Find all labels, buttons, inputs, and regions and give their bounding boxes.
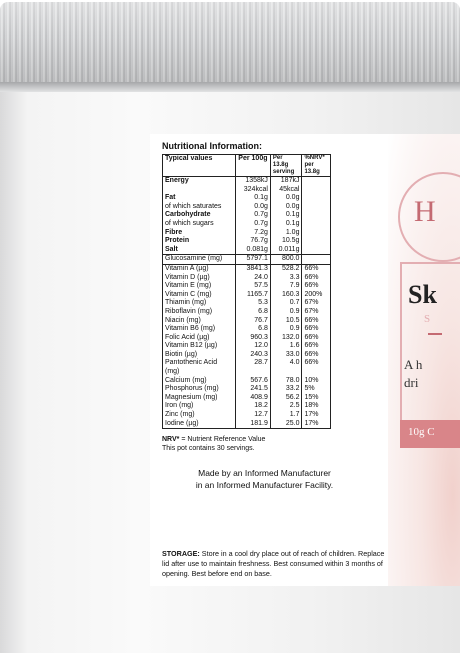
value-per-serving: 10.5 bbox=[270, 317, 302, 326]
nrv-key: NRV* bbox=[162, 436, 180, 444]
nutrient-name bbox=[163, 186, 236, 195]
value-nrv: 66% bbox=[302, 274, 331, 283]
table-row bbox=[163, 342, 331, 351]
nutrient-name: Niacin (mg) bbox=[163, 317, 236, 326]
header-typical-values: Typical values bbox=[163, 155, 236, 177]
value-per-serving: 3.3 bbox=[270, 274, 302, 283]
tub-lid-rim bbox=[0, 82, 460, 92]
value-nrv bbox=[302, 255, 331, 265]
value-nrv: 66% bbox=[302, 359, 331, 376]
value-nrv: 66% bbox=[302, 325, 331, 334]
nutrient-name: Biotin (µg) bbox=[163, 351, 236, 360]
value-per-serving: 528.2 bbox=[270, 264, 302, 273]
value-per-100g: 57.5 bbox=[236, 282, 271, 291]
table-row bbox=[163, 220, 331, 229]
value-nrv: 17% bbox=[302, 411, 331, 420]
value-per-100g: 0.7g bbox=[236, 220, 271, 229]
value-per-100g: 960.3 bbox=[236, 334, 271, 343]
nutrient-name: Fat bbox=[163, 194, 236, 203]
table-row bbox=[163, 351, 331, 360]
value-per-serving: 0.0g bbox=[270, 194, 302, 203]
nutrient-name: Thiamin (mg) bbox=[163, 299, 236, 308]
table-row bbox=[163, 394, 331, 403]
value-per-100g: 76.7g bbox=[236, 237, 271, 246]
value-per-serving: 78.0 bbox=[270, 377, 302, 386]
value-per-serving: 800.0 bbox=[270, 255, 302, 265]
table-row bbox=[163, 377, 331, 386]
value-per-serving: 10.5g bbox=[270, 237, 302, 246]
table-row bbox=[163, 317, 331, 326]
value-nrv: 15% bbox=[302, 394, 331, 403]
storage-instructions bbox=[162, 549, 392, 579]
brand-logo-letter: H bbox=[414, 195, 436, 228]
nrv-footnote bbox=[162, 435, 388, 444]
table-row bbox=[163, 402, 331, 411]
value-per-100g: 1358kJ bbox=[236, 177, 271, 186]
value-per-serving: 0.0g bbox=[270, 203, 302, 212]
header-nrv: %NRV* per 13.8g bbox=[302, 155, 331, 177]
nutrient-name: Energy bbox=[163, 177, 236, 186]
nutrient-name: Vitamin B12 (µg) bbox=[163, 342, 236, 351]
value-per-serving: 7.9 bbox=[270, 282, 302, 291]
value-per-100g: 24.0 bbox=[236, 274, 271, 283]
product-description bbox=[404, 356, 422, 392]
value-per-serving: 0.011g bbox=[270, 246, 302, 255]
value-nrv bbox=[302, 229, 331, 238]
value-per-100g: 12.7 bbox=[236, 411, 271, 420]
table-row bbox=[163, 299, 331, 308]
table-row bbox=[163, 274, 331, 283]
nutrient-name: Carbohydrate bbox=[163, 211, 236, 220]
divider-dash bbox=[428, 333, 442, 335]
value-nrv: 66% bbox=[302, 264, 331, 273]
table-row bbox=[163, 325, 331, 334]
value-per-100g: 76.7 bbox=[236, 317, 271, 326]
value-per-100g: 5797.1 bbox=[236, 255, 271, 265]
value-per-serving: 4.0 bbox=[270, 359, 302, 376]
description-line: dri bbox=[404, 375, 419, 390]
value-per-serving: 0.9 bbox=[270, 325, 302, 334]
value-nrv bbox=[302, 203, 331, 212]
table-row bbox=[163, 308, 331, 317]
dose-banner bbox=[400, 420, 460, 448]
nutrition-title: Nutritional Information: bbox=[162, 141, 262, 151]
table-row bbox=[163, 255, 331, 265]
table-row bbox=[163, 211, 331, 220]
header-per-100g: Per 100g bbox=[236, 155, 271, 177]
value-per-100g: 7.2g bbox=[236, 229, 271, 238]
value-nrv bbox=[302, 177, 331, 186]
value-nrv: 66% bbox=[302, 351, 331, 360]
value-nrv: 5% bbox=[302, 385, 331, 394]
table-row bbox=[163, 282, 331, 291]
value-nrv bbox=[302, 211, 331, 220]
nutrient-name: of which saturates bbox=[163, 203, 236, 212]
value-nrv: 18% bbox=[302, 402, 331, 411]
value-nrv bbox=[302, 220, 331, 229]
value-per-100g: 5.3 bbox=[236, 299, 271, 308]
table-row bbox=[163, 237, 331, 246]
nutrient-name: Glucosamine (mg) bbox=[163, 255, 236, 265]
value-nrv bbox=[302, 246, 331, 255]
servings-footnote: This pot contains 30 servings. bbox=[162, 445, 255, 453]
tub-lid bbox=[0, 2, 460, 88]
storage-text: Store in a cool dry place out of reach of children. Replace lid after use to maintain freshness. Best consumed within 3 months of opening. Best before end on base. bbox=[162, 549, 385, 578]
value-per-100g: 181.9 bbox=[236, 420, 271, 429]
value-per-100g: 0.1g bbox=[236, 194, 271, 203]
table-row bbox=[163, 385, 331, 394]
nutrient-name: Magnesium (mg) bbox=[163, 394, 236, 403]
nutrient-name: Fibre bbox=[163, 229, 236, 238]
value-per-serving: 0.7 bbox=[270, 299, 302, 308]
value-per-100g: 324kcal bbox=[236, 186, 271, 195]
value-per-serving: 33.0 bbox=[270, 351, 302, 360]
value-nrv: 67% bbox=[302, 299, 331, 308]
value-per-serving: 187kJ bbox=[270, 177, 302, 186]
nutrient-name: Protein bbox=[163, 237, 236, 246]
value-per-serving: 132.0 bbox=[270, 334, 302, 343]
nutrient-name: Vitamin A (µg) bbox=[163, 264, 236, 273]
value-per-serving: 2.5 bbox=[270, 402, 302, 411]
nutrient-name: Folic Acid (µg) bbox=[163, 334, 236, 343]
value-per-100g: 0.081g bbox=[236, 246, 271, 255]
manufacturer-line: Made by an Informed Manufacturer bbox=[198, 468, 331, 479]
value-nrv: 17% bbox=[302, 420, 331, 429]
nutrient-name: Salt bbox=[163, 246, 236, 255]
table-row bbox=[163, 359, 331, 376]
value-per-100g: 0.7g bbox=[236, 211, 271, 220]
table-row bbox=[163, 186, 331, 195]
value-nrv: 66% bbox=[302, 342, 331, 351]
value-per-serving: 45kcal bbox=[270, 186, 302, 195]
table-row bbox=[163, 177, 331, 186]
description-line: A h bbox=[404, 357, 423, 372]
storage-key: STORAGE: bbox=[162, 549, 200, 558]
table-row bbox=[163, 334, 331, 343]
nutrient-name: Vitamin B6 (mg) bbox=[163, 325, 236, 334]
value-per-100g: 6.8 bbox=[236, 325, 271, 334]
nrv-text: = Nutrient Reference Value bbox=[179, 436, 266, 444]
value-per-100g: 241.5 bbox=[236, 385, 271, 394]
nutrient-name: Pantothenic Acid (mg) bbox=[163, 359, 236, 376]
footnotes bbox=[162, 435, 388, 453]
table-row bbox=[163, 411, 331, 420]
value-per-serving: 0.1g bbox=[270, 220, 302, 229]
value-per-100g: 1165.7 bbox=[236, 291, 271, 300]
value-per-serving: 0.9 bbox=[270, 308, 302, 317]
manufacturer-line: in an Informed Manufacturer Facility. bbox=[195, 480, 334, 491]
table-row bbox=[163, 420, 331, 429]
table-row bbox=[163, 203, 331, 212]
value-per-serving: 160.3 bbox=[270, 291, 302, 300]
value-nrv: 66% bbox=[302, 317, 331, 326]
value-per-serving: 1.0g bbox=[270, 229, 302, 238]
value-nrv: 66% bbox=[302, 334, 331, 343]
nutrient-name: Vitamin E (mg) bbox=[163, 282, 236, 291]
value-nrv bbox=[302, 237, 331, 246]
dose-banner-text: 10g C bbox=[408, 426, 435, 438]
product-title: Sk bbox=[408, 280, 437, 309]
value-nrv: 66% bbox=[302, 282, 331, 291]
nutrient-name: Iodine (µg) bbox=[163, 420, 236, 429]
table-row bbox=[163, 229, 331, 238]
value-per-serving: 25.0 bbox=[270, 420, 302, 429]
value-per-100g: 18.2 bbox=[236, 402, 271, 411]
value-per-100g: 12.0 bbox=[236, 342, 271, 351]
product-subtitle: S bbox=[424, 313, 431, 325]
nutrient-name: Phosphorus (mg) bbox=[163, 385, 236, 394]
value-nrv: 67% bbox=[302, 308, 331, 317]
nutrition-table bbox=[162, 154, 331, 429]
value-per-100g: 0.0g bbox=[236, 203, 271, 212]
value-per-100g: 3841.3 bbox=[236, 264, 271, 273]
value-per-serving: 1.7 bbox=[270, 411, 302, 420]
table-row bbox=[163, 194, 331, 203]
nutrition-panel bbox=[162, 140, 388, 491]
value-per-100g: 240.3 bbox=[236, 351, 271, 360]
value-per-serving: 1.6 bbox=[270, 342, 302, 351]
table-row bbox=[163, 291, 331, 300]
table-header-row bbox=[163, 155, 331, 177]
value-per-100g: 567.6 bbox=[236, 377, 271, 386]
nutrient-name: Vitamin C (mg) bbox=[163, 291, 236, 300]
value-nrv bbox=[302, 186, 331, 195]
value-per-100g: 6.8 bbox=[236, 308, 271, 317]
value-per-100g: 28.7 bbox=[236, 359, 271, 376]
nutrient-name: Iron (mg) bbox=[163, 402, 236, 411]
manufacturer-statement bbox=[162, 467, 367, 491]
value-nrv: 10% bbox=[302, 377, 331, 386]
nutrient-name: Zinc (mg) bbox=[163, 411, 236, 420]
table-row bbox=[163, 264, 331, 273]
table-row bbox=[163, 246, 331, 255]
value-nrv: 200% bbox=[302, 291, 331, 300]
nutrient-name: Vitamin D (µg) bbox=[163, 274, 236, 283]
value-per-serving: 56.2 bbox=[270, 394, 302, 403]
nutrient-name: of which sugars bbox=[163, 220, 236, 229]
value-nrv bbox=[302, 194, 331, 203]
value-per-serving: 33.2 bbox=[270, 385, 302, 394]
value-per-serving: 0.1g bbox=[270, 211, 302, 220]
value-per-100g: 408.9 bbox=[236, 394, 271, 403]
nutrient-name: Calcium (mg) bbox=[163, 377, 236, 386]
header-per-serving: Per 13.8g serving bbox=[270, 155, 302, 177]
nutrient-name: Riboflavin (mg) bbox=[163, 308, 236, 317]
